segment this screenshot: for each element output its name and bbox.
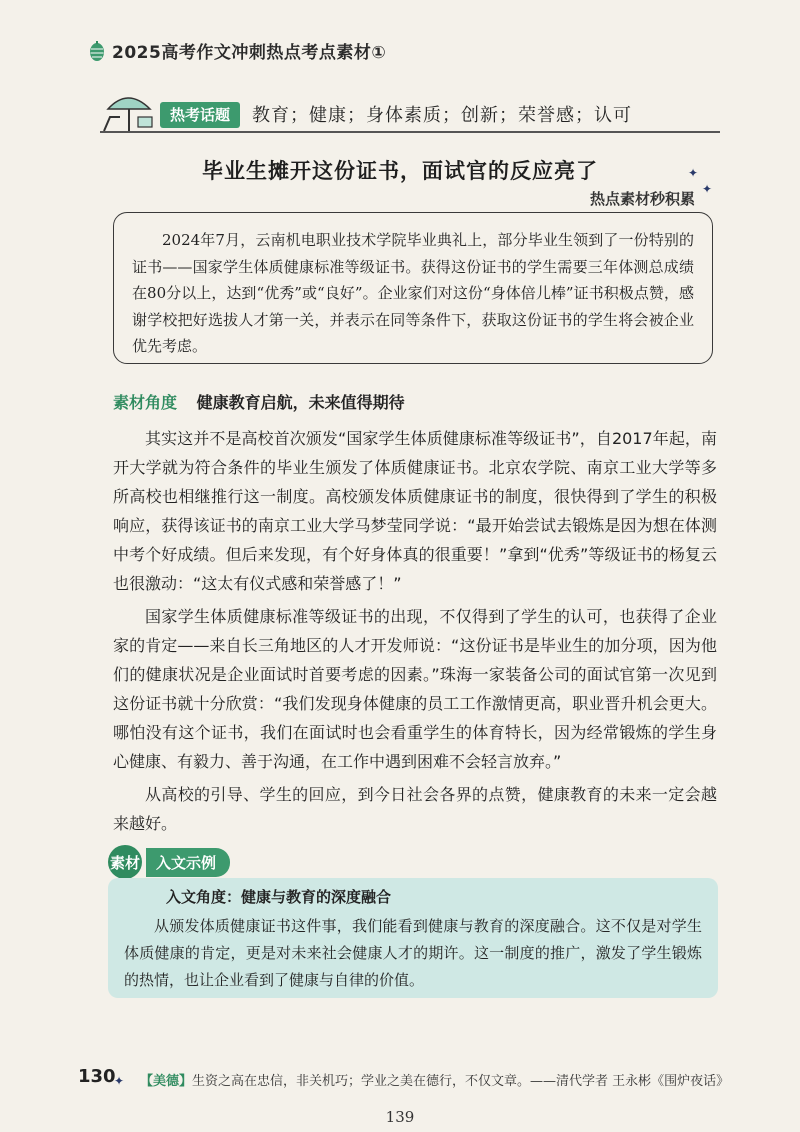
topic-keywords: 教育；健康；身体素质；创新；荣誉感；认可: [252, 105, 632, 126]
page-number: 130: [78, 1066, 116, 1087]
quote-tag: 【美德】: [140, 1074, 193, 1089]
book-title: 2025高考作文冲刺热点考点素材①: [112, 43, 387, 63]
material-icon: 素材: [108, 845, 142, 879]
paragraph: 从高校的引导、学生的回应，到今日社会各界的点赞，健康教育的未来一定会越来越好。: [113, 785, 717, 833]
article-body: [113, 424, 717, 842]
example-box: [108, 878, 718, 998]
example-text: 从颁发体质健康证书这件事，我们能看到健康与教育的深度融合。这不仅是对学生体质健康的肯定，更是对未来社会健康人才的期许。这一制度的推广，激发了学生锻炼的热情，也让企业看到了健康与自律的价值。: [124, 917, 702, 989]
umbrella-chair-icon: [100, 89, 162, 133]
paragraph: 其实这并不是高校首次颁发“国家学生体质健康标准等级证书”，自2017年起，南开大学就为符合条件的毕业生颁发了体质健康证书。北京农学院、南京工业大学等多所高校也相继推行这一制度。高校颁发体质健康证书的制度，很快得到了学生的积极响应，获得该证书的南京工业大学马梦莹同学说：“最开始尝试去锻炼是因为想在体测中考个好成绩。但后来发现，有个好身体真的很重要！”拿到“优秀”等级证书的杨复云也很激动：“这太有仪式感和荣誉感了！”: [113, 429, 717, 593]
article-title: 毕业生摊开这份证书，面试官的反应亮了: [202, 158, 598, 183]
example-label: 入文示例: [146, 848, 230, 877]
footer-quote: [140, 1070, 729, 1089]
topic-badge: 热考话题: [160, 102, 240, 128]
quote-text: 生资之高在忠信，非关机巧；学业之美在德行，不仅文章。——清代学者 王永彬《围炉夜话》: [192, 1074, 730, 1089]
page-header: [88, 38, 386, 63]
angle-text: 健康教育启航，未来值得期待: [196, 393, 405, 412]
paragraph: 国家学生体质健康标准等级证书的出现，不仅得到了学生的认可，也获得了企业家的肯定——来自长三角地区的人才开发师说：“这份证书是毕业生的加分项，因为他们的健康状况是企业面试时首要考虑的因素。”珠海一家装备公司的面试官第一次见到这份证书就十分欣赏：“我们发现身体健康的员工工作激情更高，职业晋升机会更大。哪怕没有这个证书，我们在面试时也会看重学生的体育特长，因为经常锻炼的学生身心健康、有毅力、善于沟通，在工作中遇到困难不会轻言放弃。”: [113, 607, 717, 771]
divider: [100, 131, 720, 133]
sparkle-icon: ✦: [114, 1074, 125, 1088]
news-box: [113, 212, 713, 364]
material-angle: [113, 390, 405, 413]
news-text: 2024年7月，云南机电职业技术学院毕业典礼上，部分毕业生领到了一份特别的证书——国家学生体质健康标准等级证书。获得这份证书的学生需要三年体测总成绩在80分以上，达到“优秀”或“良好”。企业家们对这份“身体倍儿棒”证书积极点赞，感谢学校把好选拔人才第一关，并表示在同等条件下，获取这份证书的学生将会被企业优先考虑。: [132, 231, 694, 355]
angle-label: 素材角度: [113, 393, 178, 412]
pinecone-icon: [88, 40, 106, 62]
scan-page-number: 139: [385, 1108, 415, 1126]
article-subtitle: 热点素材秒积累: [589, 190, 695, 208]
example-tag: [108, 845, 230, 879]
sparkle-icon: ✦: [702, 182, 713, 196]
sparkle-icon: ✦: [688, 166, 699, 180]
hot-topic-bar: [100, 95, 720, 135]
example-angle: 入文角度：健康与教育的深度融合: [166, 888, 392, 906]
